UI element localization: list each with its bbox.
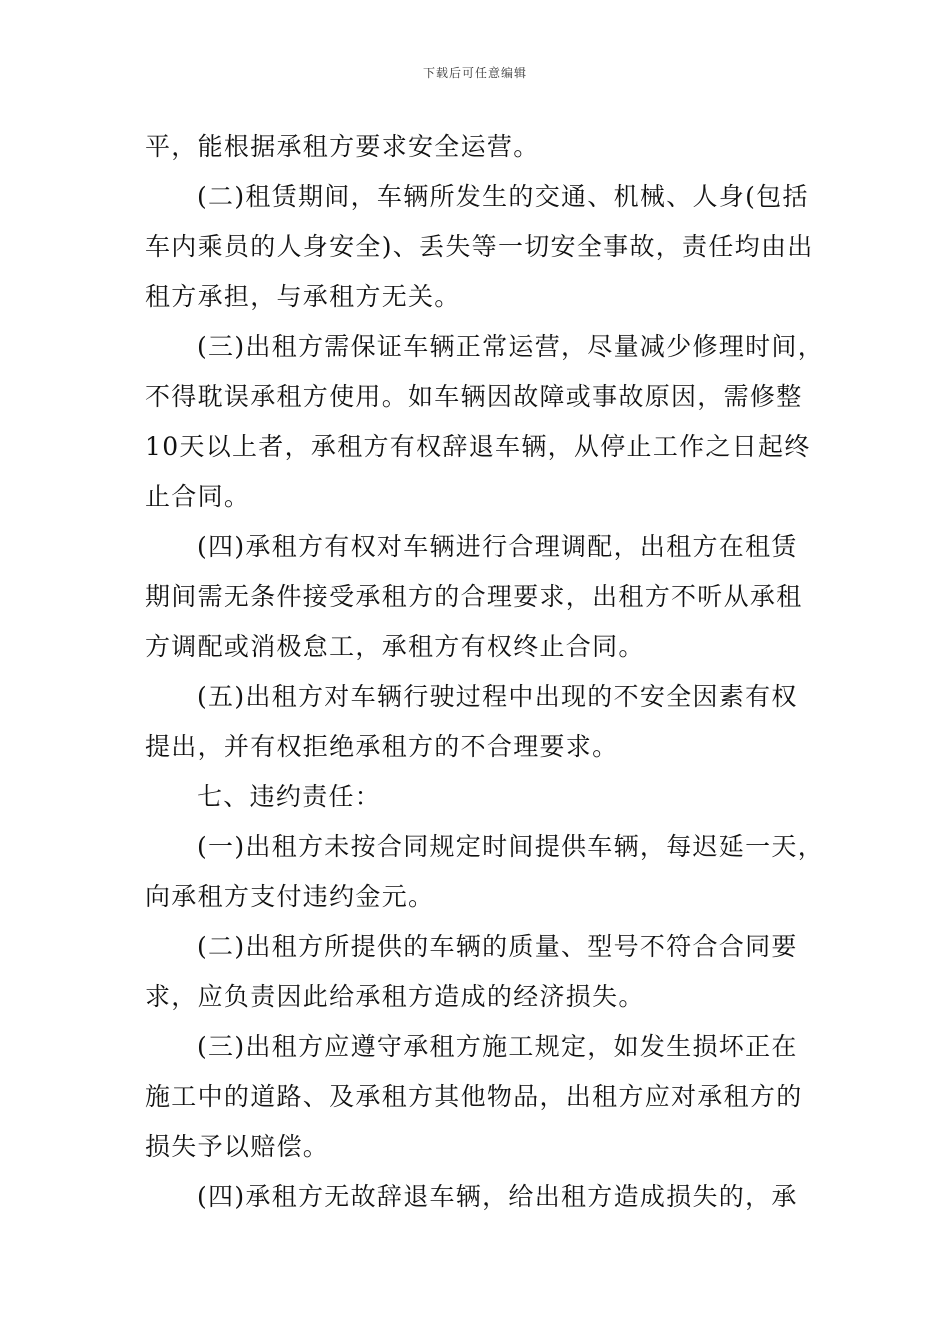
text-line: (一)出租方未按合同规定时间提供车辆，每迟延一天， [197,832,825,861]
text-line: 损失予以赔偿。 [145,1132,330,1161]
text-line: (二)出租方所提供的车辆的质量、型号不符合合同要 [197,932,798,961]
text-line: (四)承租方无故辞退车辆，给出租方造成损失的，承 [197,1182,798,1211]
text-line: 止合同。 [145,482,251,511]
text-line: (五)出租方对车辆行驶过程中出现的不安全因素有权 [197,682,798,711]
page-header: 下载后可任意编辑 [422,66,527,80]
text-line: 不得耽误承租方使用。如车辆因故障或事故原因，需修整 [145,382,803,411]
text-line: 10天以上者，承租方有权辞退车辆，从停止工作之日起终 [145,432,811,461]
text-line: 提出，并有权拒绝承租方的不合理要求。 [145,732,619,761]
text-line: (二)租赁期间，车辆所发生的交通、机械、人身(包括 [197,182,809,211]
text-line: 施工中的道路、及承租方其他物品，出租方应对承租方的 [145,1082,803,1111]
text-line: 期间需无条件接受承租方的合理要求，出租方不听从承租 [145,582,803,611]
text-line: 方调配或消极怠工，承租方有权终止合同。 [145,632,645,661]
text-line: (三)出租方应遵守承租方施工规定，如发生损坏正在 [197,1032,798,1061]
section-heading: 七、违约责任： [197,782,382,811]
text-line: (四)承租方有权对车辆进行合理调配，出租方在租赁 [197,532,798,561]
text-line: 求，应负责因此给承租方造成的经济损失。 [145,982,645,1011]
document-body [145,122,825,1222]
text-line: (三)出租方需保证车辆正常运营，尽量减少修理时间， [197,332,825,361]
text-line: 平，能根据承租方要求安全运营。 [145,132,540,161]
text-line: 租方承担，与承租方无关。 [145,282,461,311]
text-line: 向承租方支付违约金元。 [145,882,435,911]
text-line: 车内乘员的人身安全)、丢失等一切安全事故，责任均由出 [145,232,814,261]
